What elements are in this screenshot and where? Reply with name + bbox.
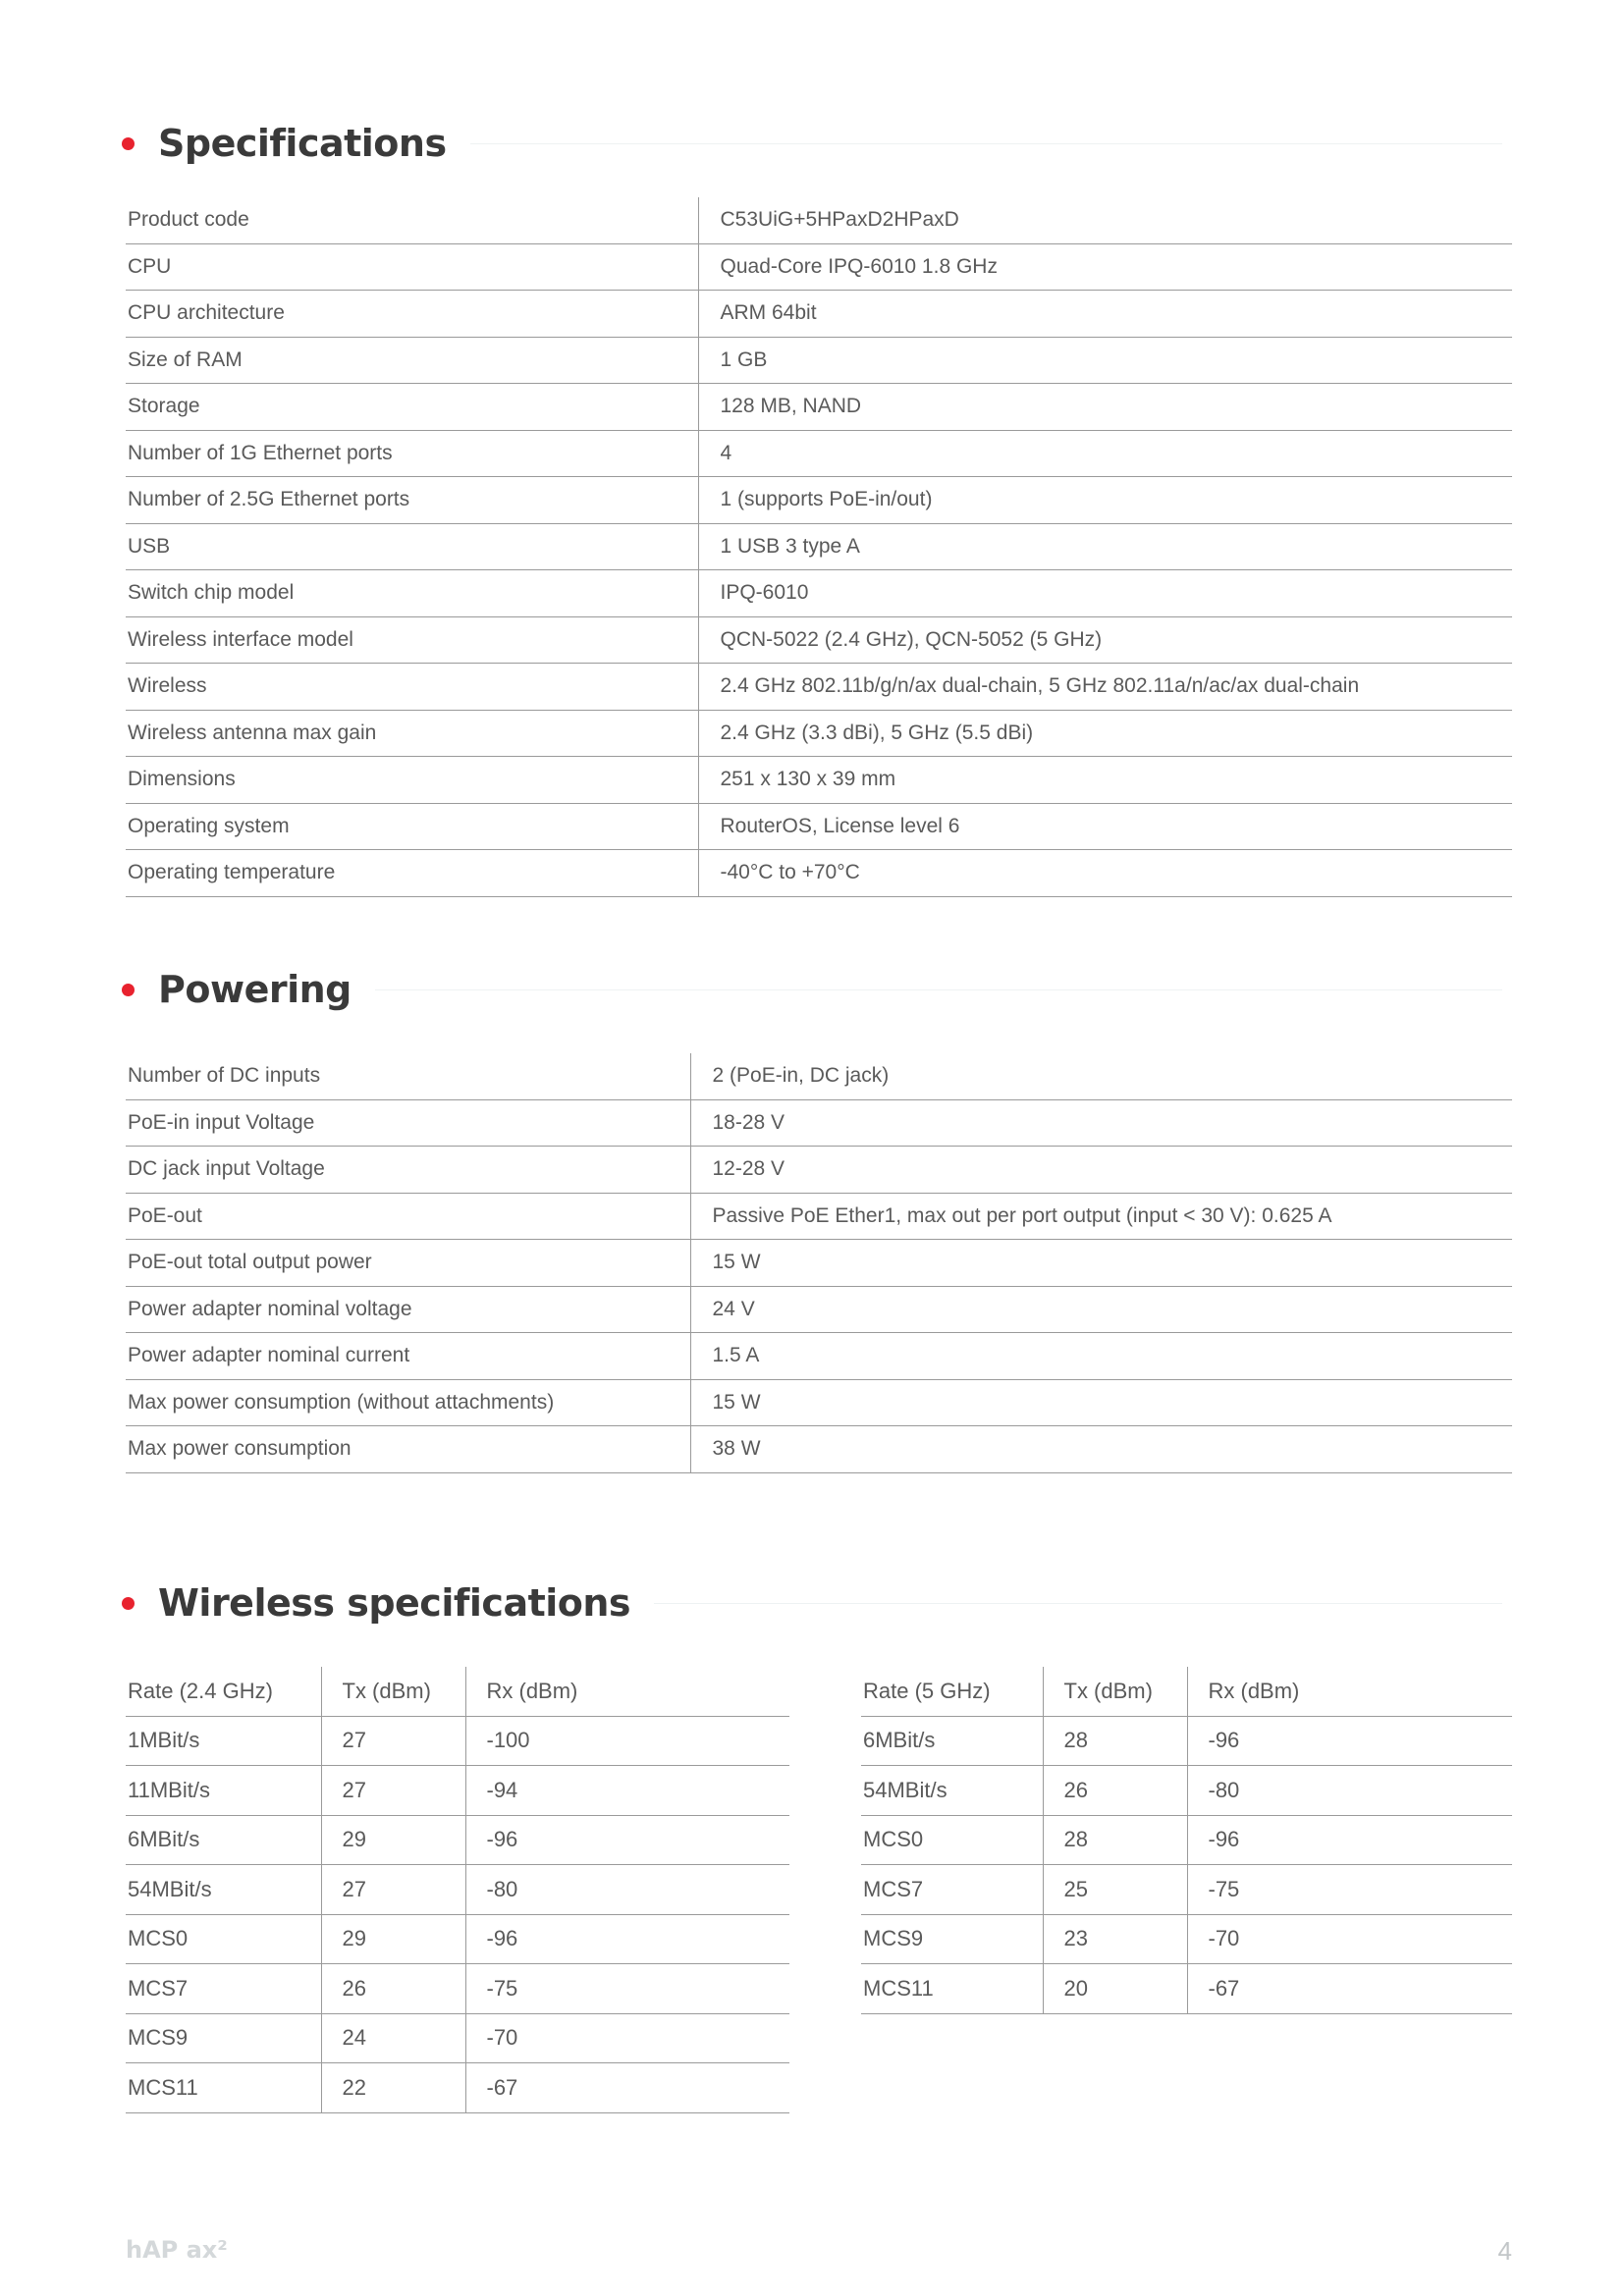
rate-cell: MCS9 bbox=[126, 2013, 321, 2063]
table-row bbox=[126, 1865, 789, 1915]
rate-5ghz-table bbox=[861, 1667, 1512, 2014]
table-row bbox=[126, 291, 1512, 338]
spec-label: Dimensions bbox=[126, 757, 698, 804]
rx-cell: -96 bbox=[465, 1914, 789, 1964]
spec-value: 1 GB bbox=[698, 337, 1512, 384]
table-row bbox=[126, 1099, 1512, 1147]
table-row bbox=[126, 850, 1512, 897]
rate-cell: 11MBit/s bbox=[126, 1766, 321, 1816]
rate-cell: MCS0 bbox=[126, 1914, 321, 1964]
tx-cell: 28 bbox=[1043, 1716, 1187, 1766]
title-divider bbox=[654, 1603, 1502, 1604]
spec-label: PoE-out bbox=[126, 1193, 690, 1240]
table-row bbox=[126, 243, 1512, 291]
spec-label: Storage bbox=[126, 384, 698, 431]
table-row bbox=[126, 477, 1512, 524]
specifications-table bbox=[126, 197, 1512, 897]
rate-cell: 6MBit/s bbox=[861, 1716, 1043, 1766]
spec-label: PoE-in input Voltage bbox=[126, 1099, 690, 1147]
spec-label: Wireless bbox=[126, 664, 698, 711]
table-row bbox=[126, 197, 1512, 243]
rx-cell: -67 bbox=[1187, 1964, 1512, 2014]
table-row bbox=[126, 616, 1512, 664]
table-row bbox=[861, 1914, 1512, 1964]
spec-value: Passive PoE Ether1, max out per port output (input < 30 V): 0.625 A bbox=[690, 1193, 1512, 1240]
spec-label: Wireless interface model bbox=[126, 616, 698, 664]
spec-label: USB bbox=[126, 523, 698, 570]
spec-label: Max power consumption (without attachments) bbox=[126, 1379, 690, 1426]
spec-value: 15 W bbox=[690, 1240, 1512, 1287]
tx-cell: 29 bbox=[321, 1914, 465, 1964]
table-row bbox=[126, 757, 1512, 804]
tx-cell: 20 bbox=[1043, 1964, 1187, 2014]
rate-cell: MCS7 bbox=[861, 1865, 1043, 1915]
powering-header bbox=[122, 965, 1502, 1014]
rx-cell: -80 bbox=[465, 1865, 789, 1915]
red-bullet-icon bbox=[122, 984, 135, 996]
table-row bbox=[126, 384, 1512, 431]
rx-cell: -94 bbox=[465, 1766, 789, 1816]
spec-value: 2.4 GHz (3.3 dBi), 5 GHz (5.5 dBi) bbox=[698, 710, 1512, 757]
red-bullet-icon bbox=[122, 1597, 135, 1610]
spec-value: 2 (PoE-in, DC jack) bbox=[690, 1053, 1512, 1099]
tx-cell: 27 bbox=[321, 1865, 465, 1915]
table-row bbox=[861, 1716, 1512, 1766]
table-row bbox=[126, 1914, 789, 1964]
spec-label: Power adapter nominal voltage bbox=[126, 1286, 690, 1333]
spec-label: Size of RAM bbox=[126, 337, 698, 384]
rate-cell: 54MBit/s bbox=[126, 1865, 321, 1915]
table-row bbox=[126, 1286, 1512, 1333]
table-row bbox=[126, 664, 1512, 711]
rx-cell: -96 bbox=[465, 1815, 789, 1865]
title-divider bbox=[470, 143, 1502, 144]
table-row bbox=[126, 1426, 1512, 1473]
spec-label: Number of 2.5G Ethernet ports bbox=[126, 477, 698, 524]
table-row bbox=[126, 803, 1512, 850]
rx-cell: -75 bbox=[1187, 1865, 1512, 1915]
tx-cell: 25 bbox=[1043, 1865, 1187, 1915]
title-divider bbox=[375, 989, 1502, 990]
table-row bbox=[126, 2013, 789, 2063]
table-row bbox=[861, 1964, 1512, 2014]
spec-label: CPU architecture bbox=[126, 291, 698, 338]
rate-cell: 1MBit/s bbox=[126, 1716, 321, 1766]
spec-label: Power adapter nominal current bbox=[126, 1333, 690, 1380]
table-row bbox=[126, 1333, 1512, 1380]
footer-logo: hAP ax² bbox=[126, 2236, 228, 2264]
table-row bbox=[861, 1766, 1512, 1816]
table-row bbox=[126, 570, 1512, 617]
spec-value: Quad-Core IPQ-6010 1.8 GHz bbox=[698, 243, 1512, 291]
spec-value: 251 x 130 x 39 mm bbox=[698, 757, 1512, 804]
tx-cell: 28 bbox=[1043, 1815, 1187, 1865]
spec-label: DC jack input Voltage bbox=[126, 1147, 690, 1194]
spec-value: 24 V bbox=[690, 1286, 1512, 1333]
rate-2-4ghz-table bbox=[126, 1667, 789, 2113]
tx-cell: 26 bbox=[1043, 1766, 1187, 1816]
rx-cell: -100 bbox=[465, 1716, 789, 1766]
spec-label: CPU bbox=[126, 243, 698, 291]
rate-cell: MCS11 bbox=[861, 1964, 1043, 2014]
powering-table bbox=[126, 1053, 1512, 1473]
rate-cell: MCS11 bbox=[126, 2063, 321, 2113]
column-header-rx: Rx (dBm) bbox=[1187, 1667, 1512, 1716]
spec-value: 18-28 V bbox=[690, 1099, 1512, 1147]
spec-label: Number of DC inputs bbox=[126, 1053, 690, 1099]
rx-cell: -67 bbox=[465, 2063, 789, 2113]
specifications-header bbox=[122, 119, 1502, 168]
rx-cell: -96 bbox=[1187, 1716, 1512, 1766]
column-header-rate: Rate (2.4 GHz) bbox=[126, 1667, 321, 1716]
tx-cell: 24 bbox=[321, 2013, 465, 2063]
table-row bbox=[126, 1240, 1512, 1287]
rx-cell: -75 bbox=[465, 1964, 789, 2014]
tx-cell: 27 bbox=[321, 1716, 465, 1766]
table-row bbox=[861, 1865, 1512, 1915]
table-row bbox=[126, 523, 1512, 570]
spec-label: Number of 1G Ethernet ports bbox=[126, 430, 698, 477]
spec-value: ARM 64bit bbox=[698, 291, 1512, 338]
spec-value: 15 W bbox=[690, 1379, 1512, 1426]
column-header-tx: Tx (dBm) bbox=[1043, 1667, 1187, 1716]
tx-cell: 22 bbox=[321, 2063, 465, 2113]
table-row bbox=[126, 1193, 1512, 1240]
table-row bbox=[126, 1053, 1512, 1099]
spec-value: 1 USB 3 type A bbox=[698, 523, 1512, 570]
rate-cell: MCS9 bbox=[861, 1914, 1043, 1964]
table-row bbox=[126, 1964, 789, 2014]
spec-label: Product code bbox=[126, 197, 698, 243]
spec-label: PoE-out total output power bbox=[126, 1240, 690, 1287]
red-bullet-icon bbox=[122, 137, 135, 150]
table-row bbox=[126, 1766, 789, 1816]
table-row bbox=[126, 337, 1512, 384]
column-header-rate: Rate (5 GHz) bbox=[861, 1667, 1043, 1716]
spec-label: Max power consumption bbox=[126, 1426, 690, 1473]
table-header-row bbox=[861, 1667, 1512, 1716]
table-row bbox=[126, 430, 1512, 477]
spec-value: C53UiG+5HPaxD2HPaxD bbox=[698, 197, 1512, 243]
column-header-tx: Tx (dBm) bbox=[321, 1667, 465, 1716]
table-row bbox=[126, 1716, 789, 1766]
table-row bbox=[126, 1379, 1512, 1426]
spec-value: 38 W bbox=[690, 1426, 1512, 1473]
table-row bbox=[126, 2063, 789, 2113]
table-header-row bbox=[126, 1667, 789, 1716]
rate-cell: 6MBit/s bbox=[126, 1815, 321, 1865]
table-row bbox=[861, 1815, 1512, 1865]
table-row bbox=[126, 1815, 789, 1865]
spec-value: QCN-5022 (2.4 GHz), QCN-5052 (5 GHz) bbox=[698, 616, 1512, 664]
rate-cell: MCS0 bbox=[861, 1815, 1043, 1865]
rate-cell: MCS7 bbox=[126, 1964, 321, 2014]
wireless-title: Wireless specifications bbox=[158, 1581, 631, 1625]
spec-value: 1 (supports PoE-in/out) bbox=[698, 477, 1512, 524]
specifications-title: Specifications bbox=[158, 122, 447, 165]
spec-label: Operating system bbox=[126, 803, 698, 850]
column-header-rx: Rx (dBm) bbox=[465, 1667, 789, 1716]
powering-title: Powering bbox=[158, 968, 352, 1011]
tx-cell: 26 bbox=[321, 1964, 465, 2014]
wireless-header bbox=[122, 1578, 1502, 1628]
tx-cell: 27 bbox=[321, 1766, 465, 1816]
spec-value: 4 bbox=[698, 430, 1512, 477]
spec-label: Operating temperature bbox=[126, 850, 698, 897]
spec-value: RouterOS, License level 6 bbox=[698, 803, 1512, 850]
spec-label: Wireless antenna max gain bbox=[126, 710, 698, 757]
spec-label: Switch chip model bbox=[126, 570, 698, 617]
spec-value: 128 MB, NAND bbox=[698, 384, 1512, 431]
tx-cell: 23 bbox=[1043, 1914, 1187, 1964]
table-row bbox=[126, 710, 1512, 757]
rx-cell: -96 bbox=[1187, 1815, 1512, 1865]
spec-value: 2.4 GHz 802.11b/g/n/ax dual-chain, 5 GHz 802.11a/n/ac/ax dual-chain bbox=[698, 664, 1512, 711]
rx-cell: -70 bbox=[465, 2013, 789, 2063]
spec-value: -40°C to +70°C bbox=[698, 850, 1512, 897]
rate-cell: 54MBit/s bbox=[861, 1766, 1043, 1816]
spec-value: 12-28 V bbox=[690, 1147, 1512, 1194]
spec-value: 1.5 A bbox=[690, 1333, 1512, 1380]
spec-value: IPQ-6010 bbox=[698, 570, 1512, 617]
rx-cell: -80 bbox=[1187, 1766, 1512, 1816]
tx-cell: 29 bbox=[321, 1815, 465, 1865]
page-number: 4 bbox=[1497, 2236, 1512, 2266]
rx-cell: -70 bbox=[1187, 1914, 1512, 1964]
table-row bbox=[126, 1147, 1512, 1194]
